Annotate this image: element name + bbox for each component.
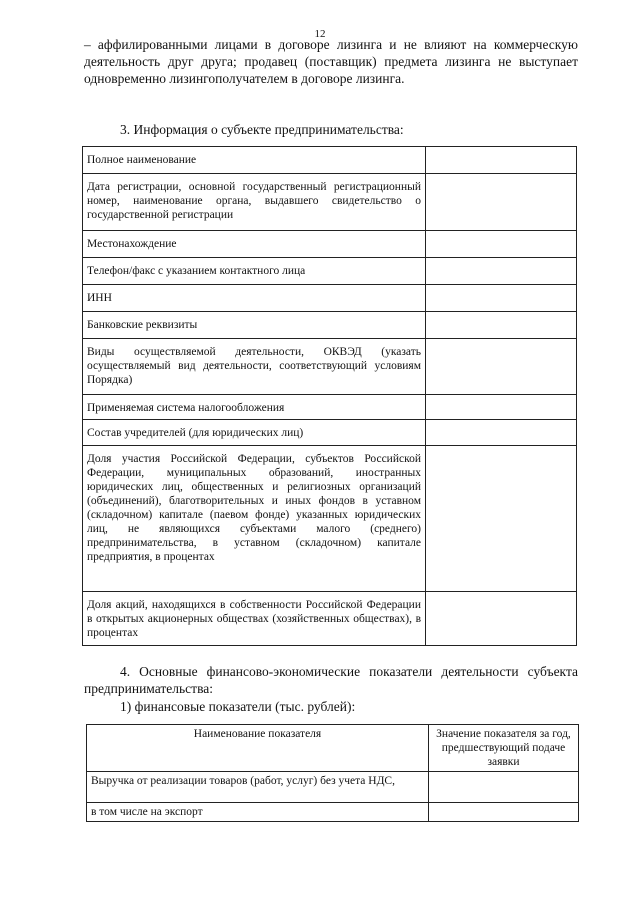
table-row <box>83 174 577 231</box>
row-value-cell[interactable] <box>426 174 577 231</box>
row-label: Дата регистрации, основной государственный регистрационный номер, наименование органа, выдавшего свидетельство о государственной регистрации <box>83 174 426 231</box>
row-value-cell[interactable] <box>429 772 579 803</box>
table-row <box>83 395 577 420</box>
row-label: Местонахождение <box>83 231 426 258</box>
column-header: Значение показателя за год, предшествующий подаче заявки <box>429 725 579 772</box>
page-number: 12 <box>314 28 326 40</box>
row-label: Выручка от реализации товаров (работ, услуг) без учета НДС, <box>87 772 429 803</box>
table-row <box>83 312 577 339</box>
column-header: Наименование показателя <box>87 725 429 772</box>
row-value-cell[interactable] <box>426 312 577 339</box>
table-row <box>83 592 577 646</box>
row-value-cell[interactable] <box>426 420 577 446</box>
section4-heading: 4. Основные финансово-экономические показатели деятельности субъекта предпринимательства: <box>84 664 578 696</box>
row-value-cell[interactable] <box>429 803 579 822</box>
table-row <box>83 231 577 258</box>
row-value-cell[interactable] <box>426 339 577 395</box>
row-label: ИНН <box>83 285 426 312</box>
row-value-cell[interactable] <box>426 147 577 174</box>
row-label: Телефон/факс с указанием контактного лица <box>83 258 426 285</box>
entity-info-table <box>82 146 577 646</box>
row-label: в том числе на экспорт <box>87 803 429 822</box>
subsection1-heading: 1) финансовые показатели (тыс. рублей): <box>120 699 356 714</box>
row-value-cell[interactable] <box>426 285 577 312</box>
row-value-cell[interactable] <box>426 231 577 258</box>
table-header-row <box>87 725 579 772</box>
row-label: Полное наименование <box>83 147 426 174</box>
table-row <box>83 339 577 395</box>
row-label: Применяемая система налогообложения <box>83 395 426 420</box>
table-row <box>83 147 577 174</box>
table-row <box>87 772 579 803</box>
row-value-cell[interactable] <box>426 446 577 592</box>
row-label: Виды осуществляемой деятельности, ОКВЭД (указать осуществляемый вид деятельности, соответствующий условиям Порядка) <box>83 339 426 395</box>
row-label: Банковские реквизиты <box>83 312 426 339</box>
table-row <box>83 420 577 446</box>
row-label: Доля участия Российской Федерации, субъектов Российской Федерации, муниципальных образований, иностранных юридических лиц, общественных и религиозных организаций (объединений), благотворительных и иных фондов в уставном (складочном) капитале (паевом фонде) указанных юридических лиц, не являющихся субъектами малого (среднего) предпринимательства, в уставном (складочном) капитале предприятия, в процентах <box>83 446 426 592</box>
table-row <box>87 803 579 822</box>
table-row <box>83 446 577 592</box>
section3-heading: 3. Информация о субъекте предпринимательства: <box>120 122 404 137</box>
intro-paragraph: – аффилированными лицами в договоре лизинга и не влияют на коммерческую деятельность друг друга; продавец (поставщик) предмета лизинга не выступает одновременно лизингополучателем в договоре лизинга. <box>84 37 578 86</box>
row-value-cell[interactable] <box>426 258 577 285</box>
row-value-cell[interactable] <box>426 395 577 420</box>
row-label: Доля акций, находящихся в собственности Российской Федерации в открытых акционерных обществах (хозяйственных обществах), в процентах <box>83 592 426 646</box>
table-row <box>83 285 577 312</box>
row-value-cell[interactable] <box>426 592 577 646</box>
row-label: Состав учредителей (для юридических лиц) <box>83 420 426 446</box>
financial-indicators-table <box>86 724 579 822</box>
table-row <box>83 258 577 285</box>
